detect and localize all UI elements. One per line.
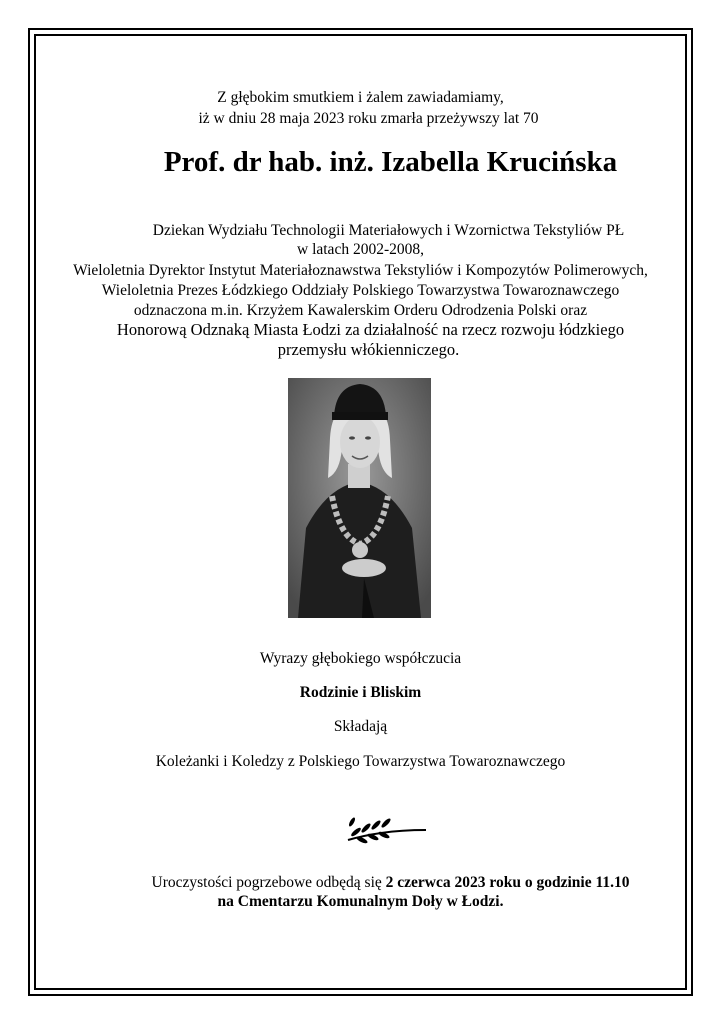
- bio-line-5: odznaczona m.in. Krzyżem Kawalerskim Orderu Odrodzenia Polski oraz: [133, 302, 588, 319]
- bio-line-1: Dziekan Wydziału Technologii Materiałowych i Wzornictwa Tekstyliów PŁ: [152, 222, 625, 239]
- funeral-prefix: Uroczystości pogrzebowe odbędą się: [151, 874, 386, 891]
- laurel-branch-icon: [342, 812, 430, 849]
- bio-line-7: przemysłu włókienniczego.: [277, 340, 460, 359]
- portrait-photo: [288, 378, 431, 618]
- funeral-line-1: [30, 875, 721, 891]
- condolences-senders: Koleżanki i Koledzy z Polskiego Towarzystwa Towaroznawczego: [155, 753, 566, 770]
- condolences-recipients: Rodzinie i Bliskim: [299, 684, 422, 701]
- funeral-date-time: 2 czerwca 2023 roku o godzinie 11.10: [385, 874, 630, 891]
- funeral-place: na Cmentarzu Komunalnym Doły w Łodzi.: [217, 893, 504, 910]
- bio-line-6: Honorową Odznaką Miasta Łodzi za działalność na rzecz rozwoju łódzkiego: [116, 320, 625, 339]
- condolences-line-3: Składają: [333, 718, 388, 735]
- bio-line-2: w latach 2002-2008,: [297, 241, 424, 258]
- intro-line-1: Z głębokim smutkiem i żalem zawiadamiamy,: [217, 89, 504, 106]
- bio-line-3: Wieloletnia Dyrektor Instytut Materiałoznawstwa Tekstyliów i Kompozytów Polimerowych,: [73, 262, 648, 279]
- bio-line-4: Wieloletnia Prezes Łódzkiego Oddziały Polskiego Towarzystwa Towaroznawczego: [101, 282, 620, 299]
- condolences-line-1: Wyrazy głębokiego współczucia: [259, 650, 462, 667]
- intro-line-2: iż w dniu 28 maja 2023 roku zmarła przeżywszy lat 70: [198, 110, 539, 127]
- deceased-name: Prof. dr hab. inż. Izabella Krucińska: [163, 146, 618, 178]
